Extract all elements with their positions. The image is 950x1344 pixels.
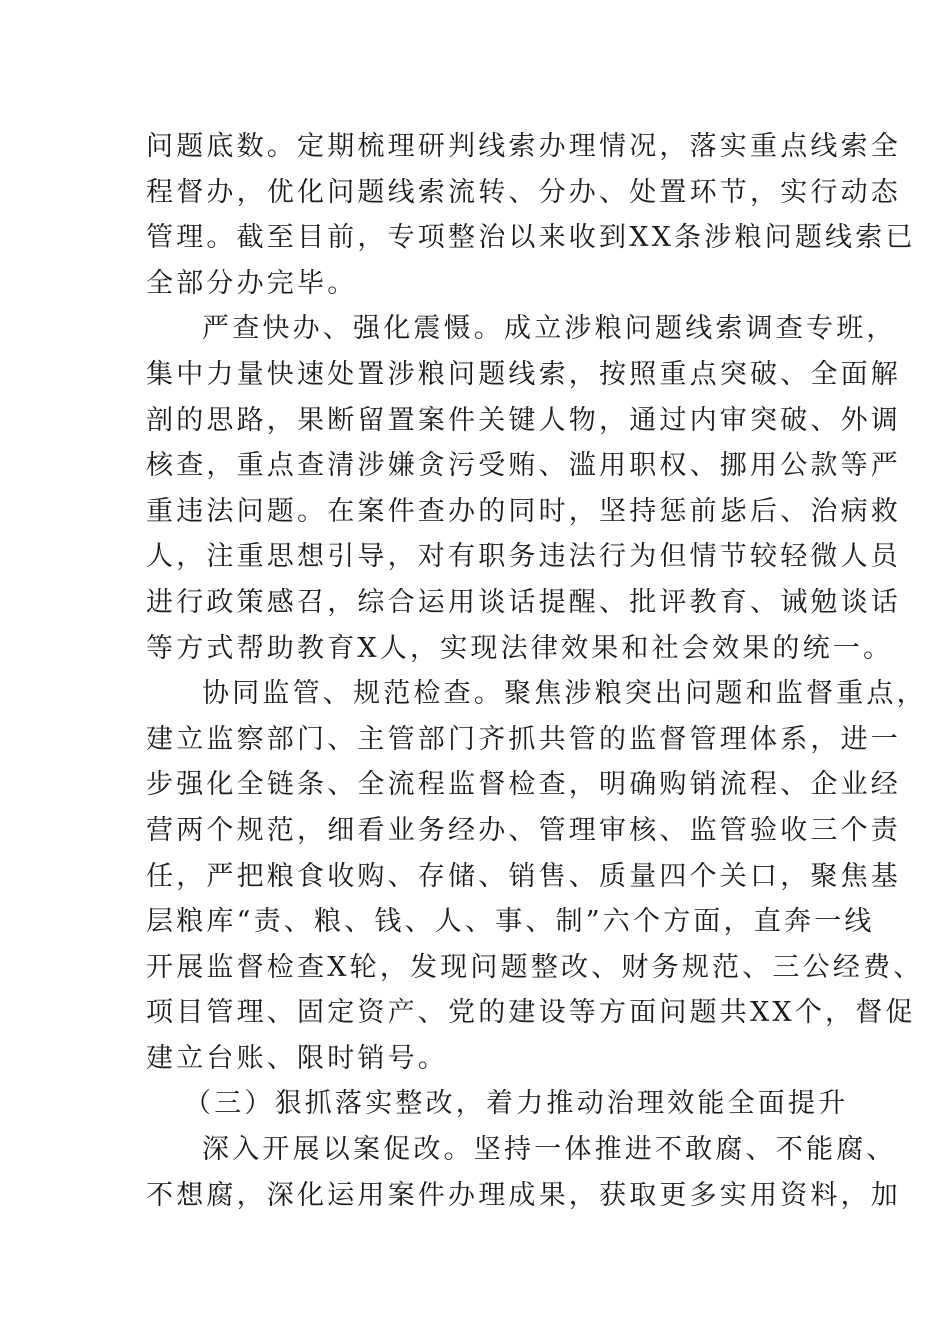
text-line: 步强化全链条、全流程监督检查，明确购销流程、企业经 bbox=[146, 769, 901, 801]
text-line: 人，注重思想引导，对有职务违法行为但情节较轻微人员 bbox=[146, 541, 901, 573]
text-line: 剖的思路，果断留置案件关键人物，通过内审突破、外调 bbox=[146, 404, 901, 436]
text-line: 核查，重点查清涉嫌贪污受贿、滥用职权、挪用公款等严 bbox=[146, 450, 901, 482]
text-line: 管理。截至目前，专项整治以来收到XX条涉粮问题线索已 bbox=[146, 222, 916, 254]
text-line: 不想腐，深化运用案件办理成果，获取更多实用资料，加 bbox=[146, 1179, 901, 1211]
paragraph-first-line: 协同监管、规范检查。聚焦涉粮突出问题和监督重点， bbox=[202, 678, 927, 710]
body-text bbox=[146, 124, 927, 1218]
text-line: 层粮库“责、粮、钱、人、事、制”六个方面，直奔一线 bbox=[146, 906, 875, 938]
text-line: 程督办，优化问题线索流转、分办、处置环节，实行动态 bbox=[146, 176, 901, 208]
text-line: 进行政策感召，综合运用谈话提醒、批评教育、诫勉谈话 bbox=[146, 586, 901, 618]
text-line: 问题底数。定期梳理研判线索办理情况，落实重点线索全 bbox=[146, 131, 901, 162]
text-line: 集中力量快速处置涉粮问题线索，按照重点突破、全面解 bbox=[146, 358, 901, 390]
text-line: 任，严把粮食收购、存储、销售、质量四个关口，聚焦基 bbox=[146, 860, 901, 892]
text-line: 建立监察部门、主管部门齐抓共管的监督管理体系，进一 bbox=[146, 723, 901, 755]
text-line: 建立台账、限时销号。 bbox=[146, 1042, 448, 1074]
text-line: 开展监督检查X轮，发现问题整改、财务规范、三公经费、 bbox=[146, 951, 924, 983]
text-line: 等方式帮助教育X人，实现法律效果和社会效果的统一。 bbox=[146, 632, 894, 664]
text-line: 营两个规范，细看业务经办、管理审核、监管验收三个责 bbox=[146, 814, 901, 846]
text-line: 项目管理、固定资产、党的建设等方面问题共XX个，督促 bbox=[146, 997, 916, 1029]
text-line: 全部分办完毕。 bbox=[146, 267, 358, 299]
paragraph-first-line: 深入开展以案促改。坚持一体推进不敢腐、不能腐、 bbox=[202, 1134, 897, 1166]
text-line: 重违法问题。在案件查办的同时，坚持惩前毖后、治病救 bbox=[146, 495, 901, 527]
section-heading: （三）狠抓落实整改，着力推动治理效能全面提升 bbox=[184, 1088, 849, 1120]
paragraph-first-line: 严查快办、强化震慑。成立涉粮问题线索调查专班， bbox=[202, 313, 897, 345]
